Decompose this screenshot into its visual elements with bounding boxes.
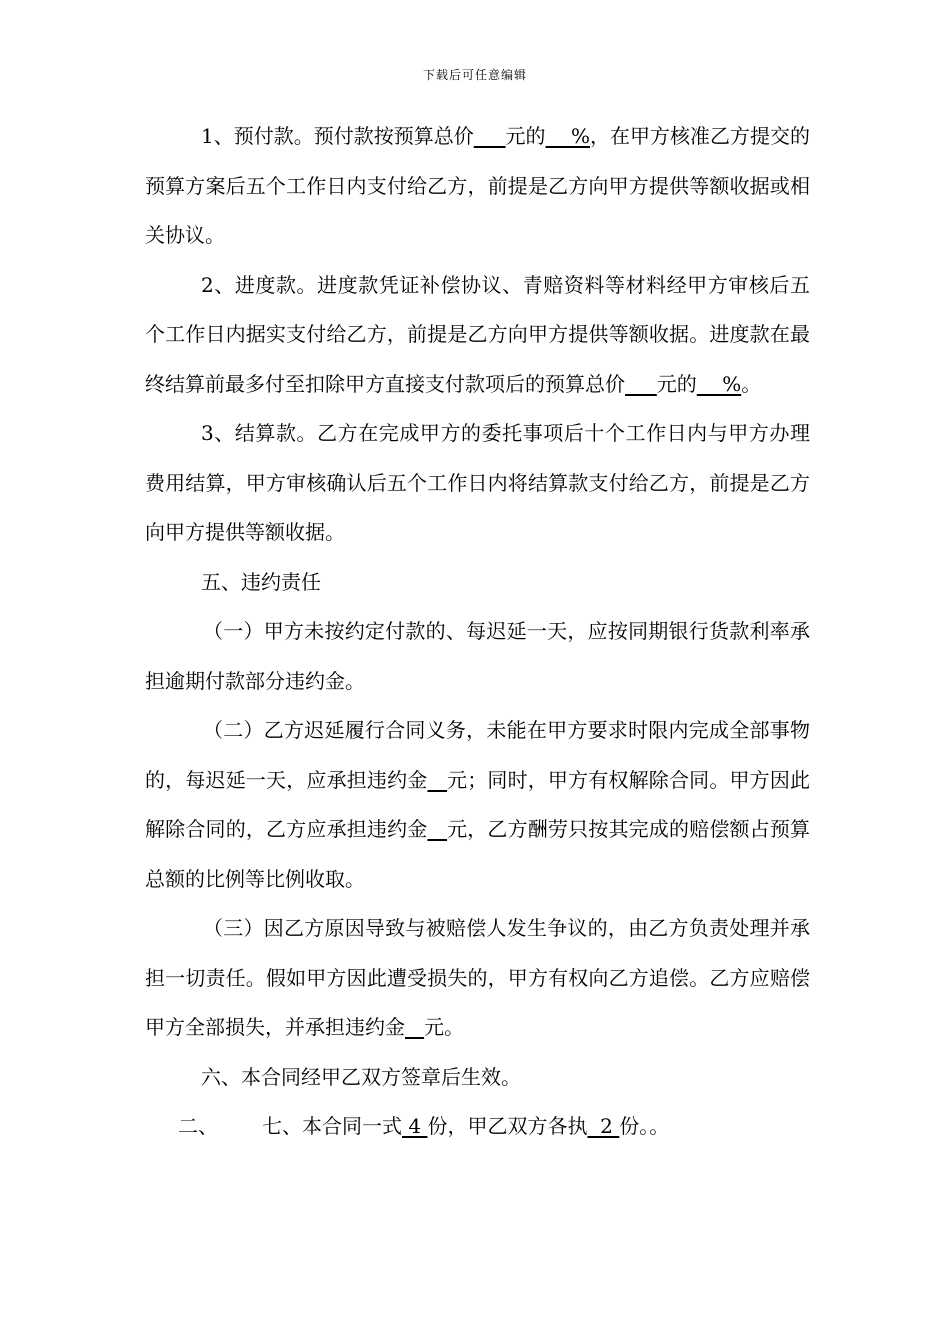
text: 元的 [656, 371, 697, 396]
contract-body [145, 112, 810, 1152]
blank-amount [625, 372, 657, 396]
payment-settlement-paragraph: 3、结算款。乙方在完成甲方的委托事项后十个工作日内与甲方办理费用结算，甲方审核确认后五个工作日内将结算款支付给乙方，前提是乙方向甲方提供等额收据。 [145, 421, 810, 544]
text: 1、预付款。预付款按预算总价 [201, 124, 474, 148]
text: 。 [741, 371, 762, 396]
clause-two [145, 706, 810, 904]
section-copies-clause [178, 1102, 843, 1152]
text: 元，乙方酬劳只按其完成的赔偿额占预算总额的比例等比例收取。 [145, 817, 811, 891]
text: 七、本合同一式 [262, 1114, 402, 1138]
blank-amount [474, 124, 506, 148]
text: 元。 [424, 1015, 465, 1039]
clause-one: （一）甲方未按约定付款的、每迟延一天，应按同期银行货款利率承担逾期付款部分违约金。 [145, 619, 810, 693]
section-breach-heading: 五、违约责任 [201, 569, 321, 594]
text: 份，甲乙双方各执 [427, 1114, 588, 1138]
list-number: 二、 [178, 1114, 218, 1138]
section-effective-clause: 六、本合同经甲乙双方签章后生效。 [201, 1064, 521, 1089]
payment-progress-paragraph [145, 261, 810, 410]
clause-three [145, 904, 810, 1053]
blank-penalty [427, 768, 447, 792]
blank-percent: % [545, 124, 590, 148]
text: 份。。 [619, 1114, 670, 1138]
text: 2、进度款。进度款凭证补偿协议、青赔资料等材料经甲方审核后五个工作日内据实支付给乙方，前提是乙方向甲方提供等额收据。进度款在最终结算前最多付至扣除甲方直接支付款项后的预算总价 [145, 272, 810, 396]
blank-copies: 4 [402, 1114, 428, 1138]
blank-penalty [427, 817, 447, 841]
text: （三）因乙方原因导致与被赔偿人发生争议的，由乙方负责处理并承担一切责任。假如甲方因此遭受损失的，甲方有权向乙方追偿。乙方应赔偿甲方全部损失，并承担违约金 [145, 916, 810, 1039]
blank-percent: % [696, 371, 742, 396]
blank-copies-each: 2 [587, 1114, 620, 1138]
text: 元的 [505, 124, 546, 148]
text: 元；同时，甲方有权解除合同。甲方因此解除合同的，乙方应承担违约金 [145, 767, 811, 841]
text: （二）乙方迟延履行合同义务，未能在甲方要求时限内完成全部事物的，每迟延一天，应承担违约金 [145, 718, 810, 792]
payment-advance-paragraph [145, 112, 810, 261]
text: ，在甲方核准乙方提交的预算方案后五个工作日内支付给乙方，前提是乙方向甲方提供等额收据或相关协议。 [145, 124, 811, 247]
blank-penalty [405, 1015, 424, 1039]
page-header: 下载后可任意编辑 [422, 68, 527, 82]
